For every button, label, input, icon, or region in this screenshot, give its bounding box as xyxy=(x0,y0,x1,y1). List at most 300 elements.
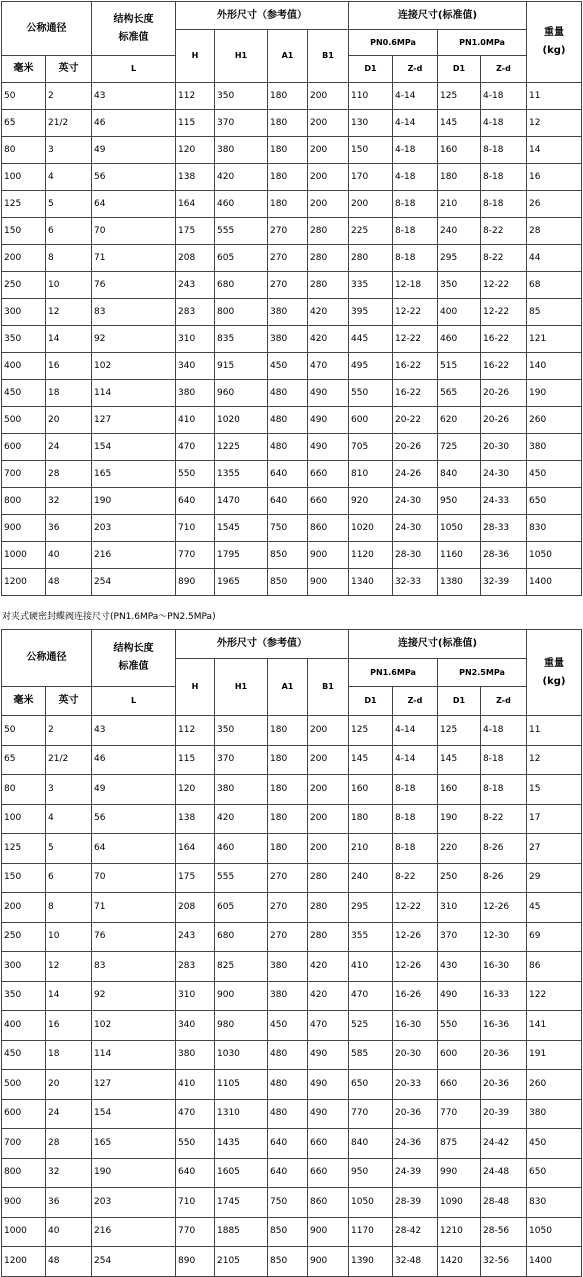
cell-Zd-a: 8-18 xyxy=(393,834,438,864)
cell-A1: 850 xyxy=(268,542,308,569)
cell-mm: 400 xyxy=(2,353,46,380)
cell-B1: 280 xyxy=(308,863,349,893)
header-length-line2: 标准值 xyxy=(118,661,149,672)
cell-A1: 640 xyxy=(268,488,308,515)
table-row xyxy=(2,863,582,893)
cell-inch: 48 xyxy=(46,1247,92,1277)
cell-Zd-a: 12-26 xyxy=(393,922,438,952)
table-row xyxy=(2,1040,582,1070)
cell-weight: 17 xyxy=(527,804,582,834)
cell-B1: 900 xyxy=(308,569,349,596)
cell-A1: 450 xyxy=(268,1011,308,1041)
cell-weight: 68 xyxy=(527,272,582,299)
cell-D1-b: 145 xyxy=(438,110,481,137)
cell-Zd-b: 16-36 xyxy=(481,1011,527,1041)
cell-H1: 680 xyxy=(215,272,268,299)
cell-A1: 480 xyxy=(268,1070,308,1100)
cell-B1: 200 xyxy=(308,164,349,191)
cell-L: 254 xyxy=(92,1247,176,1277)
header-A1: A1 xyxy=(268,30,308,83)
cell-H1: 1605 xyxy=(215,1158,268,1188)
cell-B1: 490 xyxy=(308,1070,349,1100)
cell-B1: 280 xyxy=(308,893,349,923)
cell-weight: 191 xyxy=(527,1040,582,1070)
cell-mm: 800 xyxy=(2,1158,46,1188)
header-pn-b: PN1.0MPa xyxy=(438,30,527,56)
cell-H: 283 xyxy=(176,952,215,982)
cell-B1: 660 xyxy=(308,1129,349,1159)
cell-weight: 190 xyxy=(527,380,582,407)
header-weight-label: 重量 xyxy=(544,657,565,669)
header-L: L xyxy=(92,56,176,83)
header-length xyxy=(92,2,176,56)
cell-inch: 36 xyxy=(46,1188,92,1218)
cell-B1: 420 xyxy=(308,981,349,1011)
cell-D1-a: 950 xyxy=(349,1158,393,1188)
cell-D1-a: 920 xyxy=(349,488,393,515)
cell-D1-a: 600 xyxy=(349,407,393,434)
header-H: H xyxy=(176,659,215,716)
cell-A1: 180 xyxy=(268,164,308,191)
cell-L: 102 xyxy=(92,353,176,380)
cell-mm: 50 xyxy=(2,83,46,110)
cell-D1-b: 125 xyxy=(438,716,481,746)
cell-inch: 3 xyxy=(46,137,92,164)
cell-Zd-a: 4-18 xyxy=(393,164,438,191)
cell-D1-b: 1160 xyxy=(438,542,481,569)
cell-L: 127 xyxy=(92,407,176,434)
table-row xyxy=(2,981,582,1011)
cell-weight: 12 xyxy=(527,745,582,775)
cell-Zd-b: 20-30 xyxy=(481,434,527,461)
cell-H1: 960 xyxy=(215,380,268,407)
table-row xyxy=(2,542,582,569)
header-length-line1: 结构长度 xyxy=(113,643,154,654)
table-row xyxy=(2,137,582,164)
cell-Zd-b: 16-22 xyxy=(481,353,527,380)
cell-mm: 600 xyxy=(2,434,46,461)
cell-A1: 380 xyxy=(268,299,308,326)
cell-D1-a: 355 xyxy=(349,922,393,952)
cell-A1: 180 xyxy=(268,775,308,805)
cell-D1-a: 1050 xyxy=(349,1188,393,1218)
header-mm: 毫米 xyxy=(2,56,46,83)
cell-B1: 420 xyxy=(308,299,349,326)
cell-H: 340 xyxy=(176,353,215,380)
cell-D1-b: 310 xyxy=(438,893,481,923)
cell-Zd-b: 20-36 xyxy=(481,1070,527,1100)
cell-mm: 250 xyxy=(2,272,46,299)
table-row xyxy=(2,272,582,299)
cell-inch: 8 xyxy=(46,245,92,272)
cell-D1-a: 335 xyxy=(349,272,393,299)
cell-B1: 200 xyxy=(308,716,349,746)
cell-B1: 200 xyxy=(308,137,349,164)
cell-D1-a: 525 xyxy=(349,1011,393,1041)
cell-H1: 460 xyxy=(215,191,268,218)
cell-mm: 700 xyxy=(2,461,46,488)
cell-D1-b: 125 xyxy=(438,83,481,110)
cell-Zd-a: 8-18 xyxy=(393,191,438,218)
cell-mm: 50 xyxy=(2,716,46,746)
cell-H1: 1310 xyxy=(215,1099,268,1129)
cell-B1: 470 xyxy=(308,353,349,380)
table-row xyxy=(2,380,582,407)
table-row xyxy=(2,1158,582,1188)
cell-L: 154 xyxy=(92,434,176,461)
cell-mm: 500 xyxy=(2,407,46,434)
cell-Zd-b: 12-22 xyxy=(481,299,527,326)
cell-D1-b: 490 xyxy=(438,981,481,1011)
cell-weight: 380 xyxy=(527,434,582,461)
cell-B1: 470 xyxy=(308,1011,349,1041)
cell-inch: 21/2 xyxy=(46,110,92,137)
header-A1: A1 xyxy=(268,659,308,716)
cell-D1-b: 160 xyxy=(438,775,481,805)
cell-Zd-b: 8-18 xyxy=(481,191,527,218)
cell-D1-a: 1340 xyxy=(349,569,393,596)
cell-B1: 200 xyxy=(308,191,349,218)
cell-D1-a: 650 xyxy=(349,1070,393,1100)
cell-inch: 3 xyxy=(46,775,92,805)
cell-inch: 48 xyxy=(46,569,92,596)
cell-Zd-b: 8-18 xyxy=(481,775,527,805)
table-row xyxy=(2,1247,582,1277)
table-row xyxy=(2,407,582,434)
table-row xyxy=(2,515,582,542)
cell-Zd-b: 24-30 xyxy=(481,461,527,488)
cell-D1-a: 1390 xyxy=(349,1247,393,1277)
cell-D1-b: 400 xyxy=(438,299,481,326)
cell-L: 71 xyxy=(92,893,176,923)
cell-H: 640 xyxy=(176,1158,215,1188)
cell-D1-b: 220 xyxy=(438,834,481,864)
cell-H: 115 xyxy=(176,110,215,137)
cell-H1: 1225 xyxy=(215,434,268,461)
cell-D1-b: 990 xyxy=(438,1158,481,1188)
cell-inch: 36 xyxy=(46,515,92,542)
table-row xyxy=(2,1217,582,1247)
cell-H: 410 xyxy=(176,407,215,434)
cell-B1: 280 xyxy=(308,922,349,952)
cell-L: 71 xyxy=(92,245,176,272)
cell-inch: 4 xyxy=(46,164,92,191)
header-weight-label: 重量 xyxy=(544,27,565,38)
cell-B1: 200 xyxy=(308,83,349,110)
cell-H1: 605 xyxy=(215,893,268,923)
cell-L: 56 xyxy=(92,804,176,834)
cell-Zd-a: 24-26 xyxy=(393,461,438,488)
cell-Zd-b: 24-42 xyxy=(481,1129,527,1159)
cell-Zd-b: 12-30 xyxy=(481,922,527,952)
cell-H: 112 xyxy=(176,716,215,746)
cell-H1: 1470 xyxy=(215,488,268,515)
cell-inch: 12 xyxy=(46,952,92,982)
cell-H: 120 xyxy=(176,137,215,164)
cell-Zd-a: 20-30 xyxy=(393,1040,438,1070)
cell-Zd-b: 28-33 xyxy=(481,515,527,542)
cell-inch: 5 xyxy=(46,834,92,864)
cell-mm: 800 xyxy=(2,488,46,515)
cell-inch: 18 xyxy=(46,1040,92,1070)
header-pn-a: PN0.6MPa xyxy=(349,30,438,56)
cell-D1-a: 295 xyxy=(349,893,393,923)
cell-Zd-a: 8-18 xyxy=(393,218,438,245)
cell-D1-b: 145 xyxy=(438,745,481,775)
cell-A1: 640 xyxy=(268,1158,308,1188)
cell-L: 56 xyxy=(92,164,176,191)
cell-B1: 280 xyxy=(308,218,349,245)
cell-L: 190 xyxy=(92,1158,176,1188)
cell-H: 470 xyxy=(176,434,215,461)
cell-D1-a: 1020 xyxy=(349,515,393,542)
cell-Zd-a: 12-18 xyxy=(393,272,438,299)
cell-H1: 555 xyxy=(215,218,268,245)
cell-H: 243 xyxy=(176,272,215,299)
cell-Zd-b: 12-26 xyxy=(481,893,527,923)
cell-D1-a: 170 xyxy=(349,164,393,191)
cell-A1: 270 xyxy=(268,893,308,923)
cell-H: 112 xyxy=(176,83,215,110)
header-pn-b: PN2.5MPa xyxy=(438,659,527,687)
cell-inch: 14 xyxy=(46,981,92,1011)
header-Zd-a: Z-d xyxy=(393,687,438,716)
cell-L: 165 xyxy=(92,461,176,488)
header-D1-b: D1 xyxy=(438,56,481,83)
cell-inch: 16 xyxy=(46,353,92,380)
cell-D1-a: 225 xyxy=(349,218,393,245)
table-row xyxy=(2,488,582,515)
cell-B1: 280 xyxy=(308,272,349,299)
cell-inch: 24 xyxy=(46,434,92,461)
cell-D1-a: 395 xyxy=(349,299,393,326)
cell-D1-a: 410 xyxy=(349,952,393,982)
cell-L: 190 xyxy=(92,488,176,515)
cell-inch: 5 xyxy=(46,191,92,218)
header-nominal-diameter: 公称通径 xyxy=(2,2,92,56)
cell-Zd-b: 16-30 xyxy=(481,952,527,982)
cell-B1: 660 xyxy=(308,1158,349,1188)
cell-H: 208 xyxy=(176,893,215,923)
cell-D1-b: 660 xyxy=(438,1070,481,1100)
cell-Zd-b: 24-48 xyxy=(481,1158,527,1188)
table2-caption: 对夹式硬密封蝶阀连接尺寸(PN1.6MPa～PN2.5MPa) xyxy=(2,612,216,622)
cell-D1-b: 875 xyxy=(438,1129,481,1159)
header-weight xyxy=(527,630,582,716)
cell-H: 164 xyxy=(176,191,215,218)
cell-weight: 121 xyxy=(527,326,582,353)
table2-body xyxy=(2,716,582,1277)
cell-H1: 915 xyxy=(215,353,268,380)
header-B1: B1 xyxy=(308,659,349,716)
cell-Zd-b: 20-39 xyxy=(481,1099,527,1129)
cell-D1-b: 600 xyxy=(438,1040,481,1070)
table-row xyxy=(2,1188,582,1218)
cell-D1-a: 130 xyxy=(349,110,393,137)
cell-Zd-a: 24-30 xyxy=(393,488,438,515)
cell-B1: 200 xyxy=(308,804,349,834)
cell-weight: 11 xyxy=(527,716,582,746)
cell-D1-b: 240 xyxy=(438,218,481,245)
cell-Zd-a: 4-14 xyxy=(393,716,438,746)
cell-D1-b: 1050 xyxy=(438,515,481,542)
cell-H: 138 xyxy=(176,164,215,191)
cell-inch: 20 xyxy=(46,407,92,434)
cell-mm: 125 xyxy=(2,834,46,864)
cell-mm: 450 xyxy=(2,1040,46,1070)
cell-A1: 380 xyxy=(268,981,308,1011)
cell-Zd-b: 32-39 xyxy=(481,569,527,596)
cell-D1-b: 295 xyxy=(438,245,481,272)
cell-L: 76 xyxy=(92,922,176,952)
cell-H1: 380 xyxy=(215,137,268,164)
cell-B1: 490 xyxy=(308,434,349,461)
cell-D1-b: 515 xyxy=(438,353,481,380)
cell-Zd-a: 20-22 xyxy=(393,407,438,434)
cell-B1: 860 xyxy=(308,1188,349,1218)
cell-inch: 24 xyxy=(46,1099,92,1129)
cell-inch: 12 xyxy=(46,299,92,326)
header-D1-a: D1 xyxy=(349,687,393,716)
header-H: H xyxy=(176,30,215,83)
cell-Zd-b: 8-22 xyxy=(481,218,527,245)
cell-A1: 640 xyxy=(268,1129,308,1159)
header-length xyxy=(92,630,176,687)
cell-L: 92 xyxy=(92,326,176,353)
cell-D1-a: 110 xyxy=(349,83,393,110)
cell-H: 115 xyxy=(176,745,215,775)
cell-A1: 270 xyxy=(268,218,308,245)
cell-D1-b: 1380 xyxy=(438,569,481,596)
cell-D1-b: 770 xyxy=(438,1099,481,1129)
cell-mm: 300 xyxy=(2,952,46,982)
cell-mm: 900 xyxy=(2,515,46,542)
cell-B1: 860 xyxy=(308,515,349,542)
cell-H: 640 xyxy=(176,488,215,515)
cell-inch: 16 xyxy=(46,1011,92,1041)
cell-Zd-a: 4-14 xyxy=(393,83,438,110)
cell-Zd-a: 16-30 xyxy=(393,1011,438,1041)
cell-weight: 11 xyxy=(527,83,582,110)
cell-A1: 640 xyxy=(268,461,308,488)
header-pn-a: PN1.6MPa xyxy=(349,659,438,687)
cell-L: 76 xyxy=(92,272,176,299)
cell-H: 208 xyxy=(176,245,215,272)
table-row xyxy=(2,804,582,834)
cell-A1: 750 xyxy=(268,515,308,542)
cell-L: 114 xyxy=(92,380,176,407)
cell-mm: 150 xyxy=(2,218,46,245)
cell-D1-a: 145 xyxy=(349,745,393,775)
cell-Zd-a: 8-18 xyxy=(393,804,438,834)
cell-inch: 32 xyxy=(46,1158,92,1188)
cell-H1: 1030 xyxy=(215,1040,268,1070)
cell-A1: 180 xyxy=(268,110,308,137)
cell-inch: 40 xyxy=(46,542,92,569)
cell-D1-a: 160 xyxy=(349,775,393,805)
cell-A1: 180 xyxy=(268,834,308,864)
cell-weight: 260 xyxy=(527,1070,582,1100)
cell-H: 380 xyxy=(176,1040,215,1070)
pn06-pn10-dimension-table xyxy=(1,1,582,596)
cell-H1: 350 xyxy=(215,83,268,110)
cell-weight: 27 xyxy=(527,834,582,864)
cell-Zd-a: 20-36 xyxy=(393,1099,438,1129)
header-nominal-diameter: 公称通径 xyxy=(2,630,92,687)
cell-L: 165 xyxy=(92,1129,176,1159)
cell-weight: 1050 xyxy=(527,542,582,569)
cell-A1: 270 xyxy=(268,245,308,272)
cell-Zd-b: 8-22 xyxy=(481,245,527,272)
table-row xyxy=(2,775,582,805)
cell-H1: 800 xyxy=(215,299,268,326)
cell-D1-b: 460 xyxy=(438,326,481,353)
cell-L: 203 xyxy=(92,515,176,542)
cell-weight: 830 xyxy=(527,1188,582,1218)
cell-A1: 180 xyxy=(268,745,308,775)
cell-B1: 660 xyxy=(308,461,349,488)
cell-Zd-b: 24-33 xyxy=(481,488,527,515)
cell-L: 83 xyxy=(92,299,176,326)
cell-D1-a: 495 xyxy=(349,353,393,380)
header-D1-b: D1 xyxy=(438,687,481,716)
header-weight-unit: (kg) xyxy=(542,45,566,56)
cell-inch: 20 xyxy=(46,1070,92,1100)
cell-D1-b: 430 xyxy=(438,952,481,982)
cell-L: 83 xyxy=(92,952,176,982)
cell-H1: 1355 xyxy=(215,461,268,488)
cell-D1-b: 1210 xyxy=(438,1217,481,1247)
cell-B1: 200 xyxy=(308,110,349,137)
cell-D1-a: 810 xyxy=(349,461,393,488)
cell-B1: 280 xyxy=(308,245,349,272)
header-H1: H1 xyxy=(215,30,268,83)
cell-H1: 380 xyxy=(215,775,268,805)
cell-L: 64 xyxy=(92,191,176,218)
cell-D1-a: 445 xyxy=(349,326,393,353)
cell-weight: 45 xyxy=(527,893,582,923)
cell-A1: 380 xyxy=(268,326,308,353)
cell-H1: 460 xyxy=(215,834,268,864)
table-row xyxy=(2,1011,582,1041)
cell-Zd-a: 8-18 xyxy=(393,245,438,272)
cell-H1: 825 xyxy=(215,952,268,982)
header-H1: H1 xyxy=(215,659,268,716)
cell-D1-b: 250 xyxy=(438,863,481,893)
cell-H: 550 xyxy=(176,461,215,488)
cell-inch: 10 xyxy=(46,272,92,299)
cell-H1: 1745 xyxy=(215,1188,268,1218)
cell-H: 410 xyxy=(176,1070,215,1100)
cell-mm: 100 xyxy=(2,804,46,834)
cell-weight: 380 xyxy=(527,1099,582,1129)
cell-Zd-a: 32-48 xyxy=(393,1247,438,1277)
cell-mm: 1000 xyxy=(2,542,46,569)
cell-A1: 480 xyxy=(268,380,308,407)
cell-A1: 750 xyxy=(268,1188,308,1218)
cell-D1-b: 180 xyxy=(438,164,481,191)
table-row xyxy=(2,893,582,923)
cell-Zd-b: 20-26 xyxy=(481,407,527,434)
cell-inch: 14 xyxy=(46,326,92,353)
cell-weight: 1050 xyxy=(527,1217,582,1247)
cell-Zd-b: 28-36 xyxy=(481,542,527,569)
cell-L: 70 xyxy=(92,863,176,893)
cell-A1: 380 xyxy=(268,952,308,982)
cell-L: 114 xyxy=(92,1040,176,1070)
header-D1-a: D1 xyxy=(349,56,393,83)
table-row xyxy=(2,569,582,596)
